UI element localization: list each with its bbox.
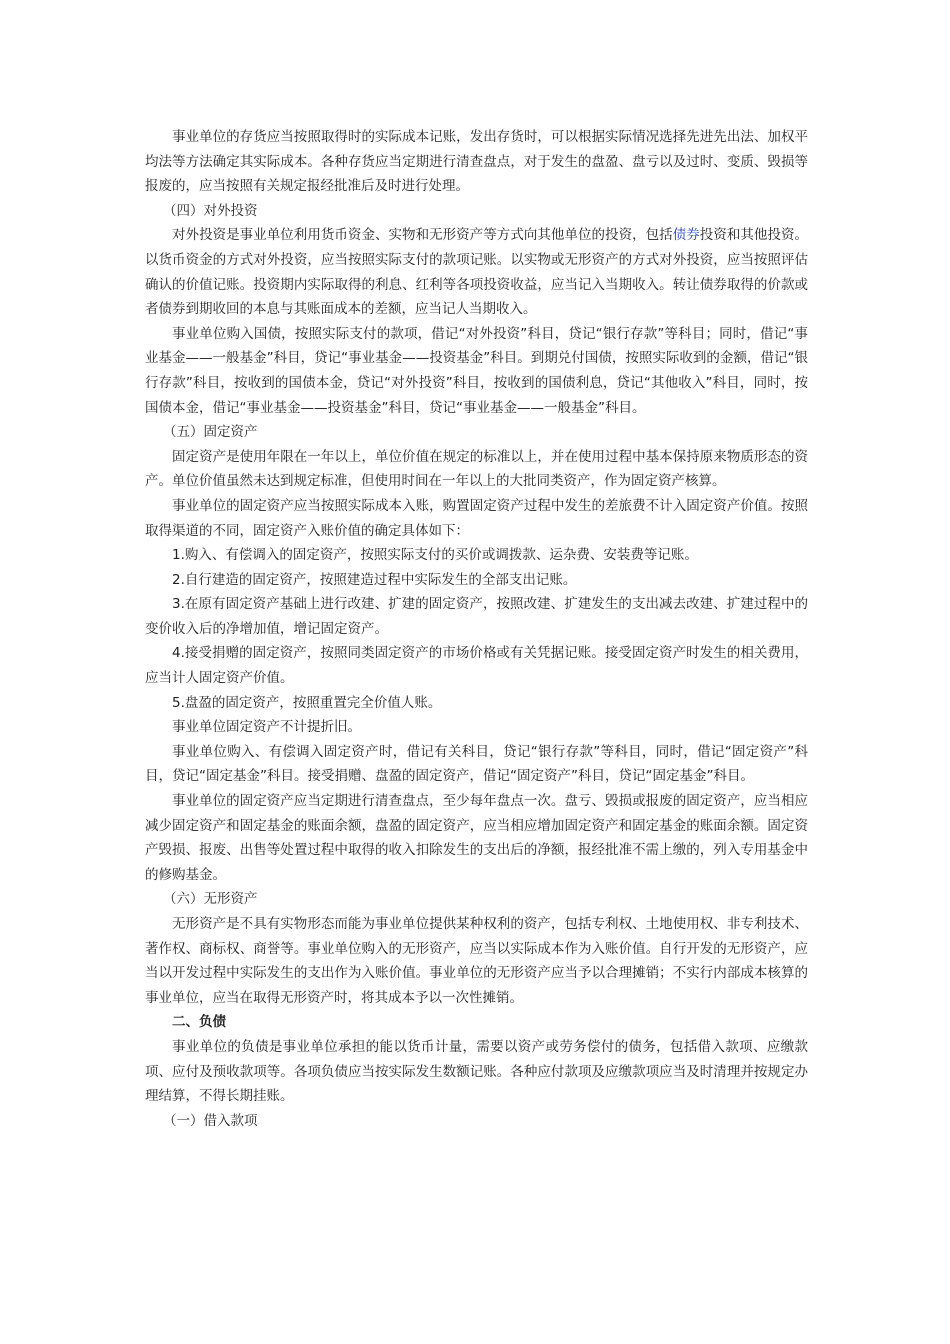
text-segment: 对外投资是事业单位利用货币资金、实物和无形资产等方式向其他单位的投资，包括 bbox=[172, 227, 673, 244]
list-text: 在原有固定资产基础上进行改建、扩建的固定资产，按照改建、扩建发生的支出减去改建、扩建过程中的变价收入后的净增加值，增记固定资产。 bbox=[145, 596, 808, 637]
paragraph-fixed-assets-inventory: 事业单位的固定资产应当定期进行清查盘点，至少每年盘点一次。盘亏、毁损或报废的固定资产，应当相应减少固定资产和固定基金的账面余额，盘盈的固定资产，应当相应增加固定资产和固定基金的账面余额。固定资产毁损、报废、出售等处置过程中取得的收入扣除发生的支出后的净额，报经批准不需上缴的，列入专用基金中的修购基金。 bbox=[145, 793, 808, 883]
paragraph-treasury-bonds: 事业单位购入国债，按照实际支付的款项，借记“对外投资”科目，贷记“银行存款”等科目；同时，借记“事业基金——一般基金”科目，贷记“事业基金——投资基金”科目。到期兑付国债，按照实际收到的金额，借记“银行存款”科目，按收到的国债本金，贷记“对外投资”科目，按收到的国债利息，贷记“其他收入”科目，同时，按国债本金，借记“事业基金——投资基金”科目，贷记“事业基金——一般基金”科目。 bbox=[145, 325, 808, 416]
list-text: 自行建造的固定资产，按照建造过程中实际发生的全部支出记账。 bbox=[184, 571, 577, 588]
list-text: 购入、有偿调入的固定资产，按照实际支付的买价或调拨款、运杂费、安装费等记账。 bbox=[184, 547, 698, 564]
list-number: 1. bbox=[172, 547, 185, 564]
paragraph-intangible-assets: 无形资产是不具有实物形态而能为事业单位提供某种权利的资产，包括专利权、土地使用权、非专利技术、著作权、商标权、商誉等。事业单位购入的无形资产，应当以实际成本作为入账价值。自行开发的无形资产，应当以开发过程中实际发生的支出作为入账价值。事业单位的无形资产应当予以合理摊销；不实行内部成本核算的事业单位，应当在取得无形资产时，将其成本予以一次性摊销。 bbox=[145, 916, 808, 1006]
heading-fixed-assets: （五）固定资产 bbox=[163, 424, 258, 441]
list-number: 5. bbox=[172, 694, 185, 711]
list-item bbox=[145, 641, 808, 690]
list-item bbox=[145, 568, 808, 593]
paragraph-external-investment bbox=[145, 223, 808, 321]
list-item bbox=[145, 592, 808, 641]
heading-liabilities: 二、负债 bbox=[172, 1014, 226, 1031]
list-number: 2. bbox=[172, 571, 185, 588]
heading-borrowings: （一）借入款项 bbox=[163, 1112, 258, 1129]
paragraph-inventory: 事业单位的存货应当按照取得时的实际成本记账，发出存货时，可以根据实际情况选择先进先出法、加权平均法等方法确定其实际成本。各种存货应当定期进行清查盘点，对于发生的盘盈、盘亏以及过时、变质、毁损等报废的，应当按照有关规定报经批准后及时进行处理。 bbox=[145, 129, 808, 195]
list-item bbox=[145, 543, 808, 568]
paragraph-fixed-assets-definition: 固定资产是使用年限在一年以上，单位价值在规定的标准以上，并在使用过程中基本保持原来物质形态的资产。单位价值虽然未达到规定标准，但使用时间在一年以上的大批同类资产，作为固定资产核算。 bbox=[145, 448, 808, 490]
list-text: 接受捐赠的固定资产，按照同类固定资产的市场价格或有关凭据记账。接受固定资产时发生的相关费用，应当计人固定资产价值。 bbox=[145, 645, 808, 687]
paragraph-fixed-assets-entries: 事业单位购入、有偿调入固定资产时，借记有关科目，贷记“银行存款”等科目，同时，借记“固定资产”科目，贷记“固定基金”科目。接受捐赠、盘盈的固定资产，借记“固定资产”科目，贷记“固定基金”科目。 bbox=[145, 743, 808, 785]
text-segment: 投资和其他投资。以货币资金的方式对外投资，应当按照实际支付的款项记账。以实物或无形资产的方式对外投资，应当按照评估确认的价值记账。投资期内实际取得的利息、红利等各项投资收益，应当记入当期收入。转让债券取得的价款或者债券到期收回的本息与其账面成本的差额，应当记人当期收入。 bbox=[145, 227, 809, 318]
list-item bbox=[145, 691, 808, 716]
heading-external-investment: （四）对外投资 bbox=[163, 202, 258, 219]
bond-link[interactable]: 债券 bbox=[672, 227, 700, 244]
paragraph-no-depreciation: 事业单位固定资产不计提折旧。 bbox=[172, 719, 361, 736]
list-number: 3. bbox=[172, 596, 185, 613]
heading-intangible-assets: （六）无形资产 bbox=[163, 891, 258, 908]
paragraph-fixed-assets-cost: 事业单位的固定资产应当按照实际成本入账，购置固定资产过程中发生的差旅费不计入固定资产价值。按照取得渠道的不同，固定资产入账价值的确定具体如下： bbox=[145, 497, 808, 539]
list-text: 盘盈的固定资产，按照重置完全价值人账。 bbox=[184, 694, 442, 711]
paragraph-liabilities: 事业单位的负债是事业单位承担的能以货币计量，需要以资产或劳务偿付的债务，包括借入款项、应缴款项、应付及预收款项等。各项负债应当按实际发生数额记账。各种应付款项及应缴款项应当及时清理并按规定办理结算，不得长期挂账。 bbox=[145, 1038, 808, 1105]
list-number: 4. bbox=[172, 645, 185, 662]
